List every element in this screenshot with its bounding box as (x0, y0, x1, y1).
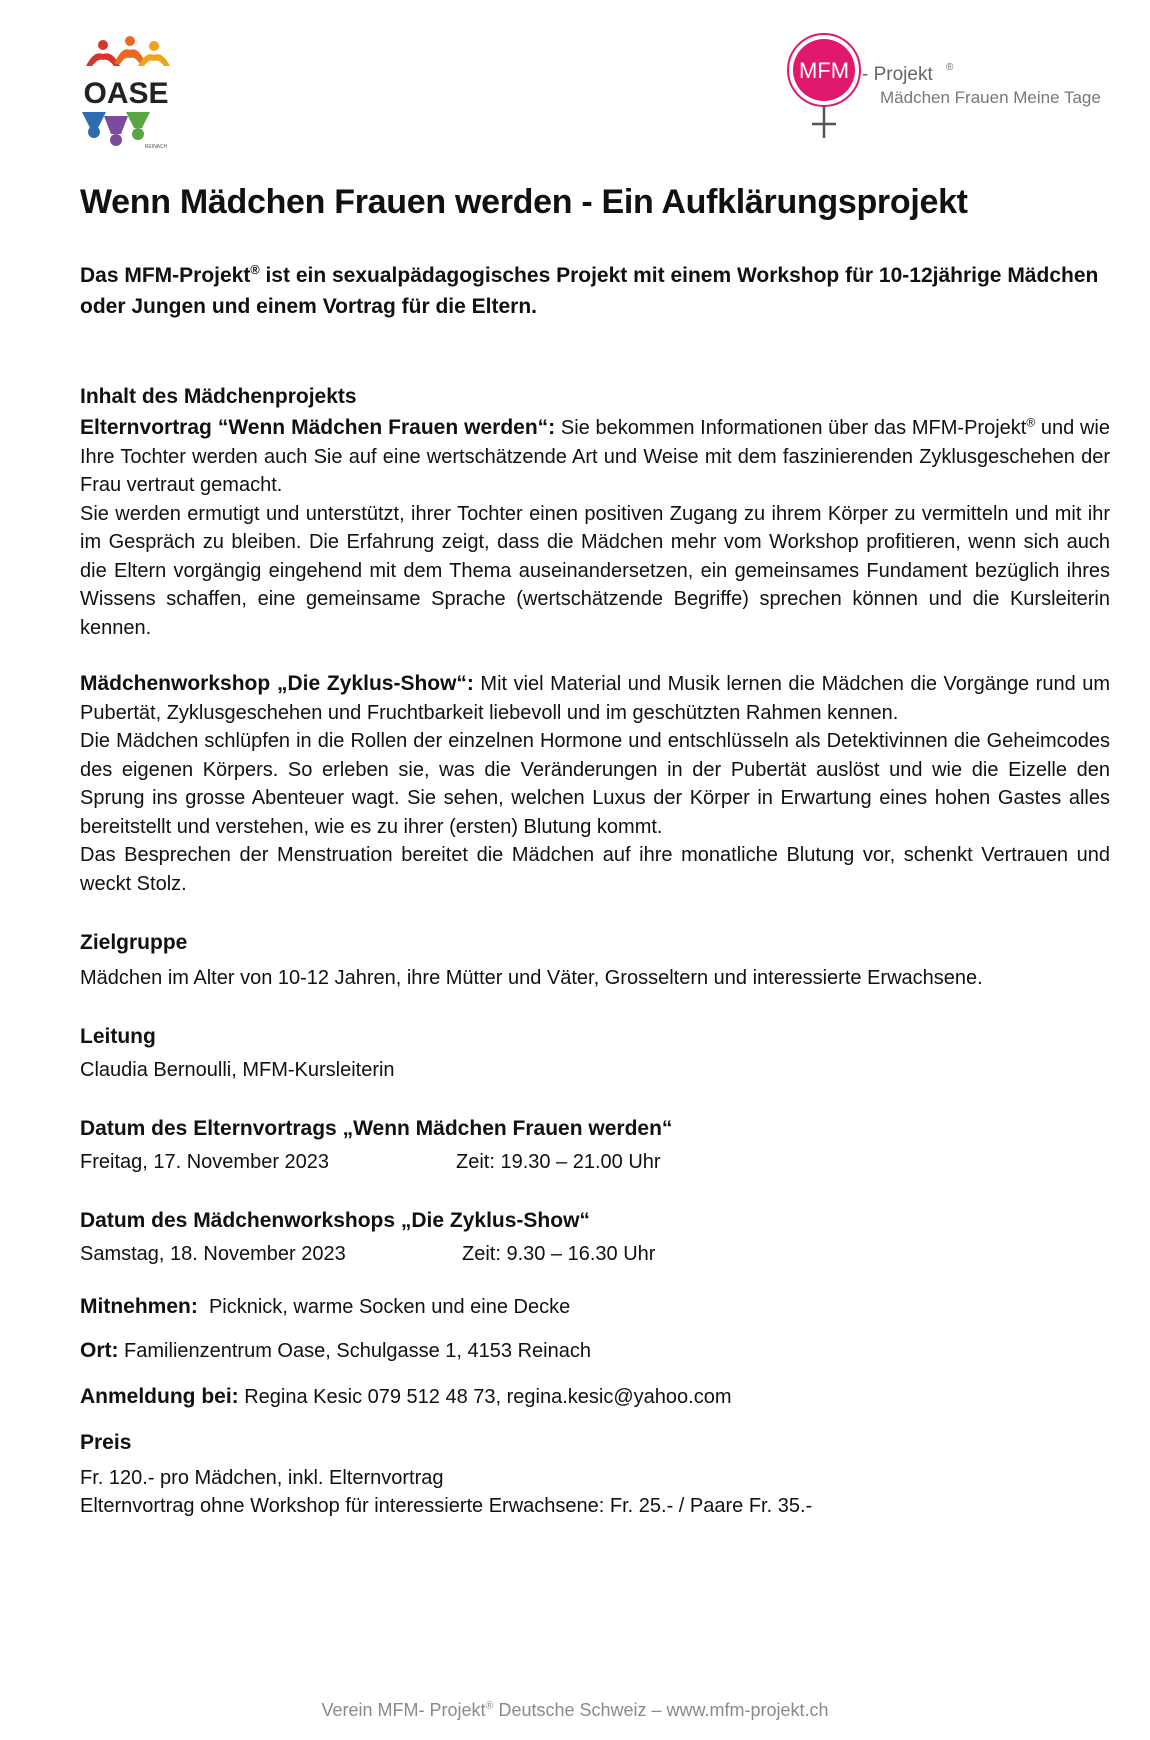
mitnehmen-row (80, 1292, 1110, 1322)
heading-zielgruppe: Zielgruppe (80, 931, 188, 954)
datum-elternvortrag-row (80, 1148, 1110, 1176)
oase-logo (78, 36, 174, 152)
elternvortrag-paragraph (80, 414, 1110, 500)
elternvortrag-text-1: Sie bekommen Informationen über das MFM-Projekt (555, 417, 1027, 439)
elternvortrag-paragraph-2: Sie werden ermutigt und unterstützt, ihrer Tochter einen positiven Zugang zu ihrem Körper zu vermitteln und mit ihr im Gespräch zu bleiben. Die Erfahrung zeigt, dass die Mädchen mehr vom Workshop profitieren, wenn sich auch die Eltern vorgängig eingehend mit dem Thema auseinandersetzen, ein gemeinsames Fundament bezüglich ihres Wissens schaffen, eine gemeinsame Sprache (wertschätzende Begriffe) sprechen können und die Kursleiterin kennen. (80, 502, 1110, 639)
zielgruppe-text: Mädchen im Alter von 10-12 Jahren, ihre Mütter und Väter, Grosseltern und interessierte Erwachsene. (80, 967, 983, 989)
datum-workshop-time: Zeit: 9.30 – 16.30 Uhr (462, 1243, 656, 1265)
mfm-logo-graphic (786, 28, 1116, 140)
heading-datum-workshop: Datum des Mädchenworkshops „Die Zyklus-Show“ (80, 1209, 590, 1232)
ort-text: Familienzentrum Oase, Schulgasse 1, 4153 Reinach (118, 1340, 591, 1362)
heading-preis: Preis (80, 1431, 132, 1454)
heading-datum-elternvortrag: Datum des Elternvortrags „Wenn Mädchen Frauen werden“ (80, 1117, 673, 1140)
oase-logo-graphic (78, 36, 174, 152)
svg-text:REINACH: REINACH (144, 144, 168, 150)
mitnehmen-label: Mitnehmen: (80, 1295, 198, 1318)
workshop-paragraph (80, 670, 1110, 727)
svg-text:Mädchen Frauen Meine Tage: Mädchen Frauen Meine Tage (880, 88, 1101, 107)
svg-text:OASE: OASE (83, 77, 169, 110)
workshop-text-1: Mit viel Material und Musik lernen die Mädchen die Vorgänge rund um Pubertät, Zyklusgeschehen und Fruchtbarkeit liebevoll und im geschützten Rahmen kennen. (80, 673, 1110, 724)
preis-line-1: Fr. 120.- pro Mädchen, inkl. Elternvortrag (80, 1467, 444, 1489)
elternvortrag-label: Elternvortrag “Wenn Mädchen Frauen werden“: (80, 416, 556, 439)
preis-line-2: Elternvortrag ohne Workshop für interessierte Erwachsene: Fr. 25.- / Paare Fr. 35.- (80, 1495, 813, 1517)
svg-text:- Projekt: - Projekt (862, 64, 933, 85)
leitung-text: Claudia Bernoulli, MFM-Kursleiterin (80, 1059, 395, 1081)
intro-paragraph (80, 260, 1110, 322)
intro-text-2: ist ein sexualpädagogisches Projekt mit einem Workshop für 10-12jährige Mädchen oder Jungen und einem Vortrag für die Eltern. (80, 264, 1099, 318)
footer-text-1: Verein MFM- Projekt (321, 1700, 486, 1720)
datum-elternvortrag-time: Zeit: 19.30 – 21.00 Uhr (456, 1151, 661, 1173)
intro-text-1: Das MFM-Projekt (80, 264, 251, 287)
workshop-paragraph-3: Das Besprechen der Menstruation bereitet die Mädchen auf ihre monatliche Blutung vor, schenkt Vertrauen und weckt Stolz. (80, 844, 1110, 895)
anmeldung-text: Regina Kesic 079 512 48 73, regina.kesic@yahoo.com (238, 1386, 732, 1408)
workshop-paragraph-2: Die Mädchen schlüpfen in die Rollen der einzelnen Hormone und entschlüsseln als Detektivinnen die Geheimcodes des eigenen Körpers. So erleben sie, was die Veränderungen in der Pubertät auslöst und wie die Eizelle den Sprung ins grosse Abenteuer wagt. Sie sehen, welchen Luxus der Körper in Erwartung eines hohen Gastes alles bereitstellt und verstehen, wie es zu ihrer (ersten) Blutung kommt. (80, 730, 1110, 838)
heading-inhalt: Inhalt des Mädchenprojekts (80, 385, 357, 408)
page-footer (0, 1698, 1150, 1722)
mfm-projekt-logo (786, 28, 1116, 140)
ort-label: Ort: (80, 1339, 119, 1362)
datum-workshop-row (80, 1240, 1110, 1268)
ort-row (80, 1336, 1110, 1366)
svg-text:MFM: MFM (798, 58, 850, 83)
anmeldung-row (80, 1382, 1110, 1412)
datum-workshop-date: Samstag, 18. November 2023 (80, 1243, 346, 1265)
intro-registered-mark: ® (250, 263, 260, 277)
datum-elternvortrag-date: Freitag, 17. November 2023 (80, 1151, 330, 1173)
footer-text-2: Deutsche Schweiz – www.mfm-projekt.ch (493, 1700, 829, 1720)
workshop-label: Mädchenworkshop „Die Zyklus-Show“: (80, 672, 474, 695)
document-content (80, 178, 1110, 1520)
mitnehmen-text: Picknick, warme Socken und eine Decke (197, 1296, 571, 1318)
document-title: Wenn Mädchen Frauen werden - Ein Aufklärungsprojekt (80, 183, 968, 221)
anmeldung-label: Anmeldung bei: (80, 1385, 239, 1408)
elternvortrag-text-2: und wie Ihre Tochter werden auch Sie auf eine wertschätzende Art und Weise mit dem faszinierenden Zyklusgeschehen der Frau vertraut gemacht. (80, 417, 1110, 496)
elternvortrag-registered-mark: ® (1026, 415, 1036, 430)
heading-leitung: Leitung (80, 1025, 156, 1048)
svg-text:®: ® (946, 62, 954, 73)
footer-registered-mark: ® (485, 1700, 494, 1712)
